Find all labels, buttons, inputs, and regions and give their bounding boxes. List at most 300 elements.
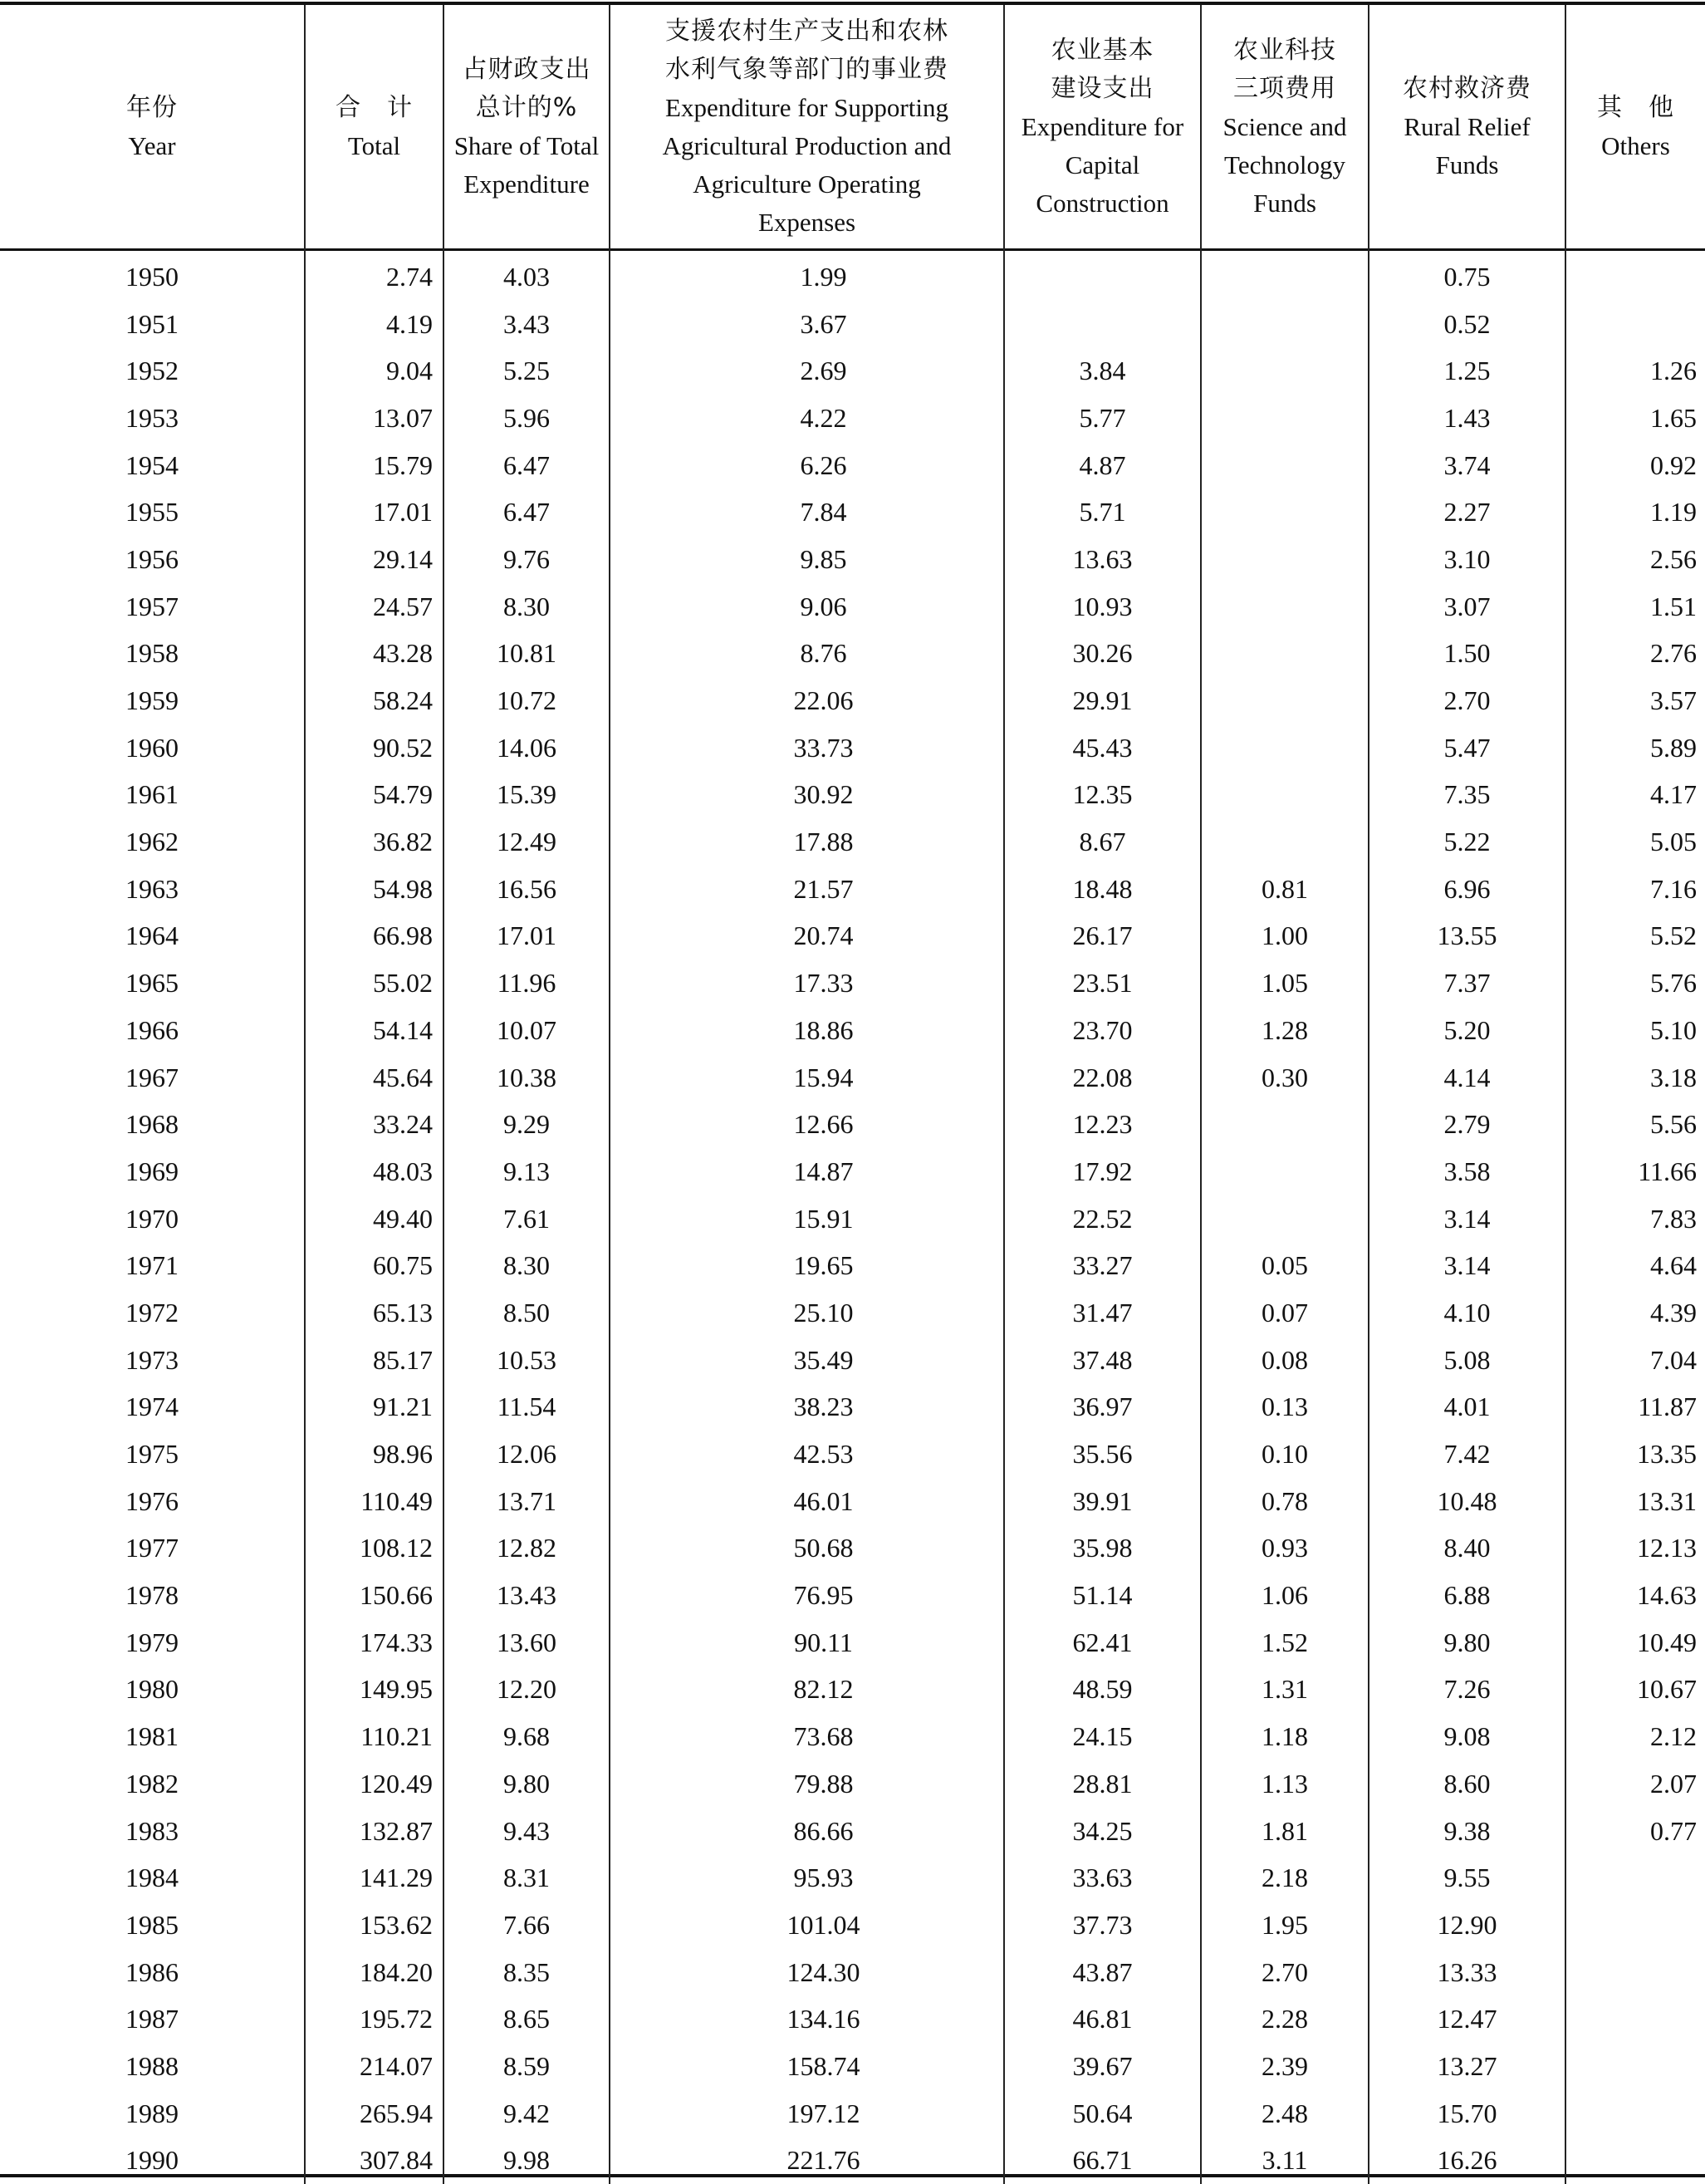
table-row [0, 1949, 1705, 1996]
table-row [0, 442, 1705, 489]
cell-science: 3.11 [1201, 2137, 1369, 2184]
cell-year: 1988 [0, 2043, 305, 2090]
cell-total: 66.98 [305, 913, 443, 960]
cell-share: 17.01 [443, 913, 610, 960]
cell-total: 45.64 [305, 1054, 443, 1102]
cell-total: 307.84 [305, 2137, 443, 2184]
table-row [0, 2137, 1705, 2184]
cell-others [1565, 2137, 1705, 2184]
cell-share: 7.61 [443, 1195, 610, 1243]
cell-support: 73.68 [610, 1713, 1004, 1760]
cell-year: 1983 [0, 1808, 305, 1855]
cell-year: 1974 [0, 1384, 305, 1431]
cell-total: 91.21 [305, 1384, 443, 1431]
cell-support: 38.23 [610, 1384, 1004, 1431]
cell-year: 1953 [0, 395, 305, 442]
table-row [0, 1572, 1705, 1619]
cell-others: 14.63 [1565, 1572, 1705, 1619]
cell-science [1201, 583, 1369, 631]
cell-science [1201, 724, 1369, 772]
cell-support: 197.12 [610, 2090, 1004, 2137]
cell-science: 0.08 [1201, 1337, 1369, 1384]
cell-support: 17.88 [610, 818, 1004, 866]
cell-science: 1.13 [1201, 1760, 1369, 1808]
cell-relief: 5.47 [1369, 724, 1565, 772]
cell-capital: 36.97 [1004, 1384, 1201, 1431]
cell-science: 0.07 [1201, 1289, 1369, 1337]
cell-others: 4.17 [1565, 772, 1705, 819]
cell-capital: 66.71 [1004, 2137, 1201, 2184]
cell-share: 9.13 [443, 1148, 610, 1195]
cell-others: 2.07 [1565, 1760, 1705, 1808]
table-row [0, 772, 1705, 819]
cell-others [1565, 1995, 1705, 2043]
cell-year: 1979 [0, 1619, 305, 1666]
cell-support: 158.74 [610, 2043, 1004, 2090]
cell-capital: 35.98 [1004, 1525, 1201, 1573]
cell-support: 22.06 [610, 677, 1004, 724]
cell-total: 24.57 [305, 583, 443, 631]
col-header-others: 其 他 Others [1565, 5, 1705, 248]
cell-others: 3.18 [1565, 1054, 1705, 1102]
cell-total: 184.20 [305, 1949, 443, 1996]
cell-total: 4.19 [305, 301, 443, 348]
cell-total: 15.79 [305, 442, 443, 489]
cell-capital: 12.23 [1004, 1101, 1201, 1148]
cell-total: 110.21 [305, 1713, 443, 1760]
cell-support: 12.66 [610, 1101, 1004, 1148]
cell-year: 1961 [0, 772, 305, 819]
cell-year: 1970 [0, 1195, 305, 1243]
table-row [0, 347, 1705, 395]
cell-year: 1967 [0, 1054, 305, 1102]
cell-relief: 16.26 [1369, 2137, 1565, 2184]
cell-year: 1984 [0, 1854, 305, 1902]
cell-support: 25.10 [610, 1289, 1004, 1337]
cell-total: 13.07 [305, 395, 443, 442]
table-row [0, 866, 1705, 913]
cell-others: 4.39 [1565, 1289, 1705, 1337]
cell-support: 9.06 [610, 583, 1004, 631]
cell-capital: 13.63 [1004, 536, 1201, 583]
cell-others: 5.89 [1565, 724, 1705, 772]
cell-others: 4.64 [1565, 1242, 1705, 1289]
cell-capital: 26.17 [1004, 913, 1201, 960]
cell-others: 10.49 [1565, 1619, 1705, 1666]
cell-share: 9.80 [443, 1760, 610, 1808]
cell-support: 124.30 [610, 1949, 1004, 1996]
cell-capital: 23.70 [1004, 1007, 1201, 1054]
cell-share: 14.06 [443, 724, 610, 772]
cell-science: 0.13 [1201, 1384, 1369, 1431]
cell-relief: 3.58 [1369, 1148, 1565, 1195]
cell-share: 12.82 [443, 1525, 610, 1573]
cell-year: 1951 [0, 301, 305, 348]
cell-year: 1956 [0, 536, 305, 583]
table-body [0, 248, 1705, 2184]
table-row [0, 301, 1705, 348]
cell-capital: 39.67 [1004, 2043, 1201, 2090]
cell-capital: 8.67 [1004, 818, 1201, 866]
cell-science: 0.30 [1201, 1054, 1369, 1102]
cell-year: 1972 [0, 1289, 305, 1337]
table-row [0, 1054, 1705, 1102]
cell-others: 3.57 [1565, 677, 1705, 724]
cell-total: 33.24 [305, 1101, 443, 1148]
cell-relief: 6.96 [1369, 866, 1565, 913]
cell-year: 1976 [0, 1478, 305, 1525]
cell-capital: 28.81 [1004, 1760, 1201, 1808]
cell-relief: 0.75 [1369, 248, 1565, 301]
cell-relief: 5.22 [1369, 818, 1565, 866]
cell-science: 0.81 [1201, 866, 1369, 913]
cell-relief: 15.70 [1369, 2090, 1565, 2137]
cell-capital: 33.63 [1004, 1854, 1201, 1902]
cell-support: 35.49 [610, 1337, 1004, 1384]
cell-capital: 31.47 [1004, 1289, 1201, 1337]
cell-total: 214.07 [305, 2043, 443, 2090]
table-row [0, 1760, 1705, 1808]
cell-support: 1.99 [610, 248, 1004, 301]
cell-relief: 5.08 [1369, 1337, 1565, 1384]
cell-relief: 7.37 [1369, 959, 1565, 1007]
cell-share: 8.50 [443, 1289, 610, 1337]
table-row [0, 248, 1705, 301]
cell-support: 2.69 [610, 347, 1004, 395]
cell-year: 1986 [0, 1949, 305, 1996]
cell-total: 265.94 [305, 2090, 443, 2137]
cell-support: 79.88 [610, 1760, 1004, 1808]
cell-total: 49.40 [305, 1195, 443, 1243]
cell-science: 2.28 [1201, 1995, 1369, 2043]
table-row [0, 1337, 1705, 1384]
cell-support: 6.26 [610, 442, 1004, 489]
cell-support: 7.84 [610, 488, 1004, 536]
cell-relief: 13.33 [1369, 1949, 1565, 1996]
cell-capital: 5.71 [1004, 488, 1201, 536]
cell-relief: 4.01 [1369, 1384, 1565, 1431]
cell-share: 12.20 [443, 1666, 610, 1714]
table-row [0, 1525, 1705, 1573]
table-row [0, 395, 1705, 442]
table-row [0, 631, 1705, 678]
cell-year: 1982 [0, 1760, 305, 1808]
cell-capital [1004, 301, 1201, 348]
cell-others [1565, 1949, 1705, 1996]
cell-capital: 12.35 [1004, 772, 1201, 819]
cell-support: 4.22 [610, 395, 1004, 442]
cell-capital: 22.08 [1004, 1054, 1201, 1102]
cell-others [1565, 248, 1705, 301]
cell-year: 1973 [0, 1337, 305, 1384]
cell-total: 153.62 [305, 1902, 443, 1949]
cell-others: 1.19 [1565, 488, 1705, 536]
col-header-science: 农业科技 三项费用 Science and Technology Funds [1201, 5, 1369, 248]
cell-share: 6.47 [443, 442, 610, 489]
cell-capital: 62.41 [1004, 1619, 1201, 1666]
cell-share: 9.42 [443, 2090, 610, 2137]
cell-support: 17.33 [610, 959, 1004, 1007]
cell-relief: 12.47 [1369, 1995, 1565, 2043]
cell-others: 7.16 [1565, 866, 1705, 913]
cell-share: 4.03 [443, 248, 610, 301]
cell-total: 48.03 [305, 1148, 443, 1195]
cell-total: 43.28 [305, 631, 443, 678]
cell-support: 30.92 [610, 772, 1004, 819]
cell-total: 60.75 [305, 1242, 443, 1289]
cell-year: 1950 [0, 248, 305, 301]
cell-others: 13.31 [1565, 1478, 1705, 1525]
col-header-relief: 农村救济费 Rural Relief Funds [1369, 5, 1565, 248]
cell-relief: 9.80 [1369, 1619, 1565, 1666]
cell-year: 1971 [0, 1242, 305, 1289]
cell-science: 2.48 [1201, 2090, 1369, 2137]
cell-year: 1981 [0, 1713, 305, 1760]
cell-year: 1980 [0, 1666, 305, 1714]
table-row [0, 536, 1705, 583]
table-row [0, 1384, 1705, 1431]
cell-share: 6.47 [443, 488, 610, 536]
cell-total: 98.96 [305, 1431, 443, 1478]
cell-year: 1965 [0, 959, 305, 1007]
cell-support: 134.16 [610, 1995, 1004, 2043]
table-row [0, 1854, 1705, 1902]
cell-total: 174.33 [305, 1619, 443, 1666]
cell-total: 150.66 [305, 1572, 443, 1619]
table-row [0, 488, 1705, 536]
cell-capital [1004, 248, 1201, 301]
table-row [0, 1666, 1705, 1714]
cell-share: 13.71 [443, 1478, 610, 1525]
table-row [0, 1148, 1705, 1195]
cell-share: 16.56 [443, 866, 610, 913]
cell-relief: 2.27 [1369, 488, 1565, 536]
cell-science: 1.05 [1201, 959, 1369, 1007]
table-row [0, 959, 1705, 1007]
table-row [0, 1808, 1705, 1855]
cell-capital: 34.25 [1004, 1808, 1201, 1855]
cell-share: 12.49 [443, 818, 610, 866]
cell-support: 221.76 [610, 2137, 1004, 2184]
cell-share: 10.72 [443, 677, 610, 724]
cell-capital: 45.43 [1004, 724, 1201, 772]
cell-relief: 1.25 [1369, 347, 1565, 395]
cell-science: 1.95 [1201, 1902, 1369, 1949]
cell-year: 1966 [0, 1007, 305, 1054]
cell-capital: 4.87 [1004, 442, 1201, 489]
cell-relief: 8.40 [1369, 1525, 1565, 1573]
cell-total: 54.14 [305, 1007, 443, 1054]
cell-total: 132.87 [305, 1808, 443, 1855]
cell-total: 17.01 [305, 488, 443, 536]
cell-support: 95.93 [610, 1854, 1004, 1902]
table-row [0, 1431, 1705, 1478]
cell-share: 15.39 [443, 772, 610, 819]
cell-relief: 7.42 [1369, 1431, 1565, 1478]
cell-support: 90.11 [610, 1619, 1004, 1666]
table-row [0, 1478, 1705, 1525]
cell-support: 42.53 [610, 1431, 1004, 1478]
cell-capital: 50.64 [1004, 2090, 1201, 2137]
cell-year: 1985 [0, 1902, 305, 1949]
cell-relief: 7.26 [1369, 1666, 1565, 1714]
cell-total: 85.17 [305, 1337, 443, 1384]
col-header-total: 合 计 Total [305, 5, 443, 248]
cell-capital: 30.26 [1004, 631, 1201, 678]
table-row [0, 583, 1705, 631]
cell-capital: 24.15 [1004, 1713, 1201, 1760]
table-row [0, 1242, 1705, 1289]
cell-others: 0.92 [1565, 442, 1705, 489]
cell-science [1201, 1101, 1369, 1148]
cell-capital: 10.93 [1004, 583, 1201, 631]
cell-science: 2.39 [1201, 2043, 1369, 2090]
cell-support: 15.91 [610, 1195, 1004, 1243]
cell-support: 9.85 [610, 536, 1004, 583]
cell-others [1565, 2043, 1705, 2090]
cell-relief: 3.10 [1369, 536, 1565, 583]
cell-relief: 4.14 [1369, 1054, 1565, 1102]
cell-year: 1960 [0, 724, 305, 772]
cell-support: 76.95 [610, 1572, 1004, 1619]
cell-share: 8.35 [443, 1949, 610, 1996]
cell-total: 141.29 [305, 1854, 443, 1902]
cell-relief: 8.60 [1369, 1760, 1565, 1808]
cell-science: 1.00 [1201, 913, 1369, 960]
cell-share: 13.60 [443, 1619, 610, 1666]
cell-others: 2.56 [1565, 536, 1705, 583]
cell-science [1201, 248, 1369, 301]
cell-share: 8.30 [443, 1242, 610, 1289]
cell-capital: 29.91 [1004, 677, 1201, 724]
cell-others: 11.66 [1565, 1148, 1705, 1195]
table-row [0, 1902, 1705, 1949]
table-row [0, 818, 1705, 866]
cell-relief: 3.14 [1369, 1195, 1565, 1243]
cell-science: 1.18 [1201, 1713, 1369, 1760]
cell-capital: 48.59 [1004, 1666, 1201, 1714]
cell-capital: 46.81 [1004, 1995, 1201, 2043]
cell-total: 29.14 [305, 536, 443, 583]
cell-year: 1969 [0, 1148, 305, 1195]
cell-year: 1958 [0, 631, 305, 678]
cell-relief: 13.27 [1369, 2043, 1565, 2090]
cell-year: 1989 [0, 2090, 305, 2137]
cell-capital: 5.77 [1004, 395, 1201, 442]
cell-science [1201, 488, 1369, 536]
cell-science: 1.06 [1201, 1572, 1369, 1619]
cell-others: 5.56 [1565, 1101, 1705, 1148]
cell-capital: 39.91 [1004, 1478, 1201, 1525]
cell-capital: 18.48 [1004, 866, 1201, 913]
cell-share: 8.30 [443, 583, 610, 631]
cell-share: 13.43 [443, 1572, 610, 1619]
cell-support: 18.86 [610, 1007, 1004, 1054]
cell-share: 12.06 [443, 1431, 610, 1478]
cell-support: 19.65 [610, 1242, 1004, 1289]
cell-others [1565, 1854, 1705, 1902]
cell-support: 86.66 [610, 1808, 1004, 1855]
cell-total: 55.02 [305, 959, 443, 1007]
cell-capital: 43.87 [1004, 1949, 1201, 1996]
table-row [0, 1195, 1705, 1243]
table-row [0, 1713, 1705, 1760]
cell-science [1201, 677, 1369, 724]
cell-relief: 10.48 [1369, 1478, 1565, 1525]
cell-science [1201, 395, 1369, 442]
cell-relief: 5.20 [1369, 1007, 1565, 1054]
cell-total: 110.49 [305, 1478, 443, 1525]
cell-share: 10.38 [443, 1054, 610, 1102]
cell-science: 2.70 [1201, 1949, 1369, 1996]
cell-total: 9.04 [305, 347, 443, 395]
cell-others: 5.10 [1565, 1007, 1705, 1054]
cell-share: 10.07 [443, 1007, 610, 1054]
cell-others: 0.77 [1565, 1808, 1705, 1855]
cell-support: 101.04 [610, 1902, 1004, 1949]
cell-total: 54.98 [305, 866, 443, 913]
cell-others: 2.12 [1565, 1713, 1705, 1760]
cell-year: 1977 [0, 1525, 305, 1573]
cell-science: 0.93 [1201, 1525, 1369, 1573]
cell-science [1201, 301, 1369, 348]
cell-total: 90.52 [305, 724, 443, 772]
cell-relief: 9.55 [1369, 1854, 1565, 1902]
cell-science [1201, 631, 1369, 678]
cell-capital: 3.84 [1004, 347, 1201, 395]
cell-share: 9.98 [443, 2137, 610, 2184]
cell-relief: 7.35 [1369, 772, 1565, 819]
cell-others: 7.83 [1565, 1195, 1705, 1243]
cell-science: 2.18 [1201, 1854, 1369, 1902]
cell-relief: 13.55 [1369, 913, 1565, 960]
cell-share: 8.31 [443, 1854, 610, 1902]
cell-share: 9.76 [443, 536, 610, 583]
cell-year: 1962 [0, 818, 305, 866]
cell-total: 149.95 [305, 1666, 443, 1714]
cell-science [1201, 818, 1369, 866]
cell-share: 3.43 [443, 301, 610, 348]
table-row [0, 1995, 1705, 2043]
cell-relief: 9.08 [1369, 1713, 1565, 1760]
cell-science [1201, 536, 1369, 583]
cell-capital: 37.73 [1004, 1902, 1201, 1949]
cell-year: 1963 [0, 866, 305, 913]
cell-science: 0.78 [1201, 1478, 1369, 1525]
cell-total: 195.72 [305, 1995, 443, 2043]
cell-others [1565, 2090, 1705, 2137]
cell-share: 5.96 [443, 395, 610, 442]
table-row [0, 1007, 1705, 1054]
cell-support: 82.12 [610, 1666, 1004, 1714]
cell-total: 65.13 [305, 1289, 443, 1337]
cell-support: 8.76 [610, 631, 1004, 678]
cell-science: 1.31 [1201, 1666, 1369, 1714]
table-row [0, 1289, 1705, 1337]
cell-others: 11.87 [1565, 1384, 1705, 1431]
cell-others [1565, 301, 1705, 348]
cell-others: 1.65 [1565, 395, 1705, 442]
cell-share: 7.66 [443, 1902, 610, 1949]
cell-share: 5.25 [443, 347, 610, 395]
cell-share: 9.29 [443, 1101, 610, 1148]
cell-relief: 3.74 [1369, 442, 1565, 489]
cell-science: 1.28 [1201, 1007, 1369, 1054]
col-header-year: 年份 Year [0, 5, 305, 248]
cell-year: 1987 [0, 1995, 305, 2043]
cell-support: 3.67 [610, 301, 1004, 348]
cell-year: 1990 [0, 2137, 305, 2184]
